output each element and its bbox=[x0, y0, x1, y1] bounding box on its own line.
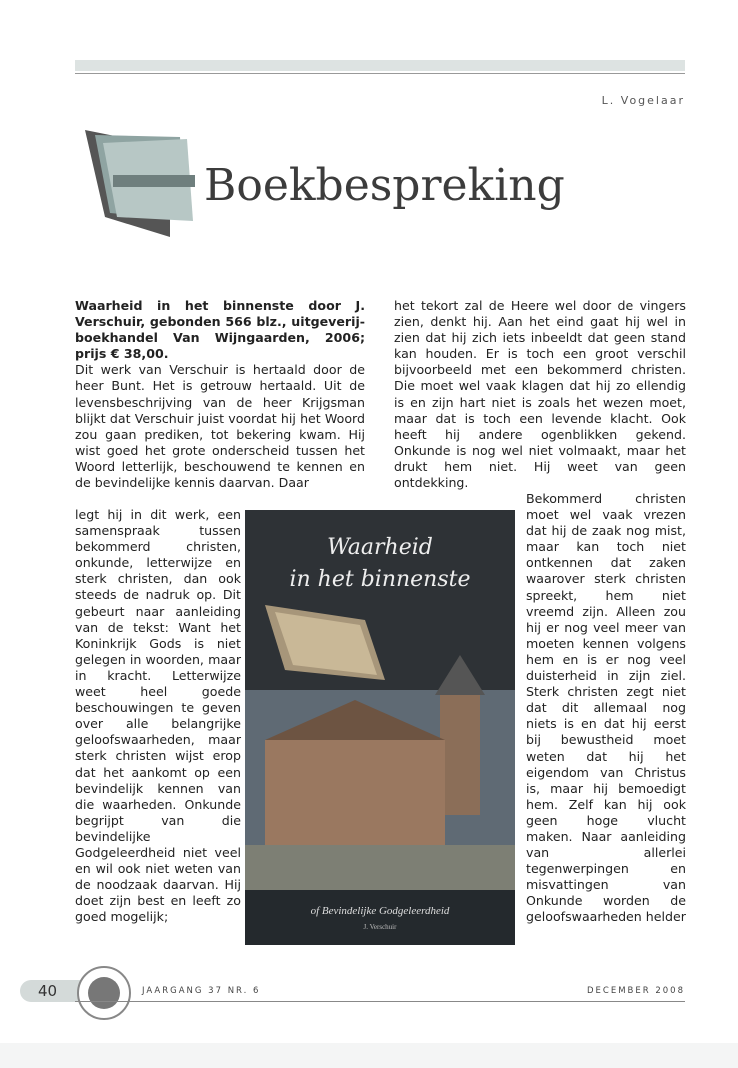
article-left-top bbox=[75, 298, 365, 491]
bottom-shade bbox=[0, 1043, 738, 1068]
seal-emblem-icon bbox=[88, 977, 120, 1009]
article-paragraph: Dit werk van Verschuir is hertaald door de heer Bunt. Het is getrouw hertaald. Uit de levensbeschrijving van de heer Krijgsman blijkt dat Verschuir juist voordat hij het Woord zou gaan prediken, tot bekering kwam. Hij wist goed het grote onderscheid tussen het Woord letterlijk, beschouwend te kennen en de bevindelijke kennis daarvan. Daar bbox=[75, 362, 365, 491]
page-title: Boekbespreking bbox=[204, 160, 565, 211]
article-right-top: het tekort zal de Heere wel door de vingers zien, denkt hij. Aan het eind gaat hij wel in zien dat hij zich iets inbeeldt dat geen stand kan houden. Er is toch een groot verschil bijvoorbeeld met een bekommerd christen. Die moet wel vaak klagen dat hij zo ellendig is en zijn hart niet is zoals het wezen moet, maar dat is toch een levende klacht. Ook heeft hij andere ogenblikken gekend. Onkunde is nog wel niet volmaakt, maar het drukt hem niet. Hij weet van geen ontdekking. bbox=[394, 298, 686, 491]
footer-rule bbox=[75, 1001, 685, 1002]
cover-author: J. Verschuir bbox=[363, 923, 397, 931]
top-rule-line bbox=[75, 73, 685, 74]
top-rule-bar bbox=[75, 60, 685, 71]
footer-issue: JAARGANG 37 NR. 6 bbox=[142, 986, 261, 996]
article-lead: Waarheid in het binnenste door J. Verschuir, gebonden 566 blz., uitgeverij-boekhandel Van Wijngaarden, 2006; prijs € 38,00. bbox=[75, 298, 365, 362]
cover-subtitle: of Bevindelijke Godgeleerdheid bbox=[310, 905, 450, 917]
article-right-narrow: Bekommerd christen moet wel vaak vrezen dat hij de zaak nog mist, maar kan toch niet ontkennen dat zaken waarover sterk christen spreekt, hem niet vreemd zijn. Alleen zou hij er nog veel meer van moeten kennen volgens hem en is er nog veel duisterheid in zijn ziel. Sterk christen zegt niet dat dit allemaal nog niets is en dat hij eerst bij bewustheid moet weten dat hij het eigendom van Christus is, maar hij bemoedigt hem. Zelf kan hij ook geen hoge vlucht maken. Naar aanleiding van allerlei tegenwerpingen en misvattingen van Onkunde worden de geloofswaarheden helder bbox=[526, 491, 686, 925]
book-logo-icon bbox=[75, 125, 215, 245]
footer-date: DECEMBER 2008 bbox=[587, 986, 685, 996]
book-cover-image bbox=[245, 510, 515, 945]
cover-title-line1: Waarheid bbox=[327, 535, 433, 560]
page-number: 40 bbox=[38, 982, 58, 1000]
cover-title-line2: in het binnenste bbox=[289, 567, 471, 592]
author-name: L. Vogelaar bbox=[601, 94, 685, 107]
article-left-narrow: legt hij in dit werk, een samenspraak tussen bekommerd christen, onkunde, letterwijze en sterk christen, dan ook steeds de nadruk op. Dit gebeurt naar aanleiding van de tekst: Want het Koninkrijk Gods is niet gelegen in woorden, maar in kracht. Letterwijze weet heel goede beschouwingen te geven over alle belangrijke geloofswaarheden, maar sterk christen wijst erop dat het aankomt op een bevindelijk kennen van die waarheden. Onkunde begrijpt van die bevindelijke Godgeleerdheid niet veel en wil ook niet weten van de noodzaak daarvan. Hij doet zijn best en leeft zo goed mogelijk; bbox=[75, 507, 241, 925]
cover-illustration bbox=[245, 510, 515, 945]
